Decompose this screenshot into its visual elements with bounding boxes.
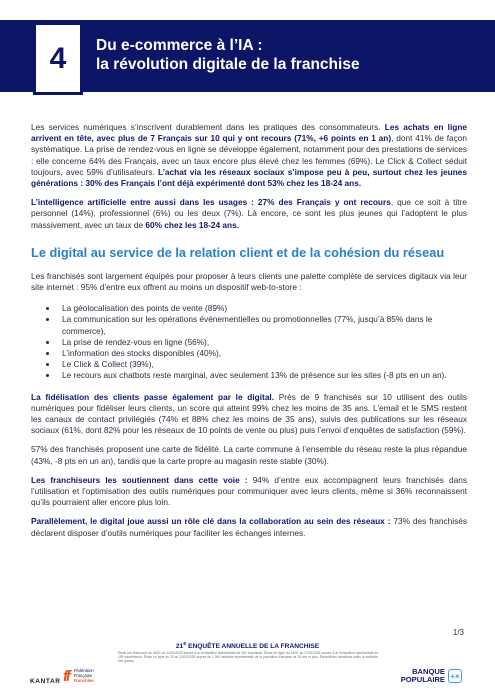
- bold-span: La fidélisation des clients passe également par le digital.: [31, 391, 275, 402]
- list-item: La communication sur les opérations événementielles ou promotionnelles (77%, jusqu’à 85% dans le commerce),: [46, 314, 467, 336]
- bold-span: L’achat via les réseaux sociaux s’impose peu à peu, surtout chez les jeunes générations : 30% des Français l’ont déjà expérimenté dont 53% chez les 18-24 ans.: [31, 166, 467, 189]
- bp-logo-line: POPULAIRE: [400, 675, 445, 685]
- paragraph-franchiseurs: [31, 475, 467, 509]
- kantar-logo: KANTAR: [30, 678, 61, 685]
- web-to-store-list: [31, 303, 467, 381]
- bold-span: Parallèlement, le digital joue aussi un rôle clé dans la collaboration au sein des réseaux :: [31, 516, 391, 527]
- ff-logo-line: Française: [73, 673, 93, 679]
- bp-logo-line: BANQUE: [412, 667, 445, 676]
- footer-title-sup: e: [183, 641, 187, 647]
- chapter-number-box: [33, 25, 83, 95]
- ff-logo-icon: [63, 668, 69, 685]
- page-title: [96, 36, 360, 74]
- paragraph-collaboration: [31, 516, 467, 538]
- text-span: 73% des franchisés déclarent disposer d’outils numériques pour faciliter les échanges internes.: [31, 516, 468, 538]
- footer-title-text: ENQUÊTE ANNUELLE DE LA FRANCHISE: [186, 643, 320, 651]
- paragraph-ecommerce: [31, 122, 467, 189]
- paragraph-services: Les franchisés sont largement équipés pour proposer à leurs clients une palette complète de services digitaux via leur site internet : 95% d’entre eux offrent au moins un dispositif web-to-store :: [31, 270, 467, 293]
- text-span: , que ce soit à titre personnel (14%), professionnel (6%) ou les deux (7%). Là encore, ce sont les plus jeunes qui l’adoptent le plus massivement, avec un taux de: [31, 197, 467, 230]
- footer-title-number: 21: [175, 643, 184, 651]
- list-item: La prise de rendez-vous en ligne (56%),: [46, 337, 467, 348]
- footer-title: [0, 641, 495, 650]
- federation-franchise-logo: [63, 668, 94, 685]
- section-title: Le digital au service de la relation client et de la cohésion du réseau: [31, 244, 445, 260]
- chapter-number: 4: [49, 41, 67, 75]
- ff-mark-text: ff: [63, 668, 69, 685]
- list-item: Le recours aux chatbots reste marginal, avec seulement 13% de présence sur les sites (-8 pts en un an).: [46, 370, 467, 381]
- article-body: [31, 122, 467, 547]
- page-number: 1/3: [452, 628, 464, 637]
- text-span: 94% d’entre eux accompagnent leurs franchisés dans l’utilisation et l’optimisation des outils numériques pour communiquer avec leurs clients, même si 36% reconnaissent qu’ils pourraient aller encore plus loin.: [31, 474, 467, 508]
- ff-logo-text: [74, 669, 94, 683]
- list-item: Le Click & Collect (39%),: [46, 359, 467, 370]
- page-title-line-2: la révolution digitale de la franchise: [96, 56, 360, 73]
- text-span: Les services numériques s’inscrivent durablement dans les pratiques des consommateurs.: [31, 122, 385, 132]
- list-item: La géolocalisation des points de vente (89%): [46, 303, 467, 314]
- paragraph-carte-fidelite: 57% des franchisés proposent une carte de fidélité. La carte commune à l’ensemble du réseau reste la plus répandue (43%, -8 pts en un an), tandis que la carte propre au magasin reste stable (30%).: [31, 444, 467, 466]
- paragraph-fidelisation: [31, 392, 467, 437]
- bold-span: 60% chez les 18-24 ans.: [145, 219, 240, 230]
- paragraph-ia: [31, 197, 467, 231]
- bp-logo-text: [401, 668, 445, 685]
- text-span: , dont 41% de façon systématique. La prise de rendez-vous en ligne se développe également, notamment pour des prestations de services : elle concerne 64% des Français, avec un taux encore plus élevé chez les femmes (69%). Le Click & Collect séduit toujours, avec 59% d’utilisateurs.: [31, 133, 467, 177]
- bp-logo-icon: +×: [448, 669, 462, 683]
- ff-logo-line: Fédération: [73, 668, 94, 674]
- bold-span: Les achats en ligne arrivent en tête, avec plus de 7 Français sur 10 qui y ont recours (71%, +6 points en 1 an): [31, 122, 467, 144]
- bold-span: Les franchiseurs les soutiennent dans cette voie :: [31, 474, 248, 485]
- banque-populaire-logo: [401, 668, 462, 685]
- page-title-line-1: Du e-commerce à l’IA :: [96, 37, 263, 54]
- bold-span: L’intelligence artificielle entre aussi dans les usages : 27% des Français y ont recours: [31, 197, 391, 208]
- footer-methodology-note: Étude par téléphone du 06/01 au 14/01/2025 auprès d’un échantillon représentatif de 401 franchisés. Étude en ligne du 14/01 au 27/01/2025 auprès d’un échantillon représentatif de 149 franchiseurs. Étude en ligne du 20 au 23/01/2025 auprès de 1 000 individus représentatifs de la population française de 18 ans et plus. Échantillons constitués selon la méthode des quotas.: [118, 651, 378, 664]
- ff-logo-line: Franchise: [73, 677, 94, 683]
- list-item: L’information des stocks disponibles (40%),: [46, 348, 467, 359]
- text-span: Près de 9 franchisés sur 10 utilisent des outils numériques pour fidéliser leurs clients, un score qui atteint 99% chez les moins de 35 ans. L’email et le SMS restent les canaux de contact privilégiés (74% et 88% chez les moins de 35 ans), suivis des publications sur les réseaux sociaux (61%, dont 82% pour les réseaux de 10 points de vente ou plus) puis l’envoi d’enquêtes de satisfaction (59%).: [31, 391, 467, 436]
